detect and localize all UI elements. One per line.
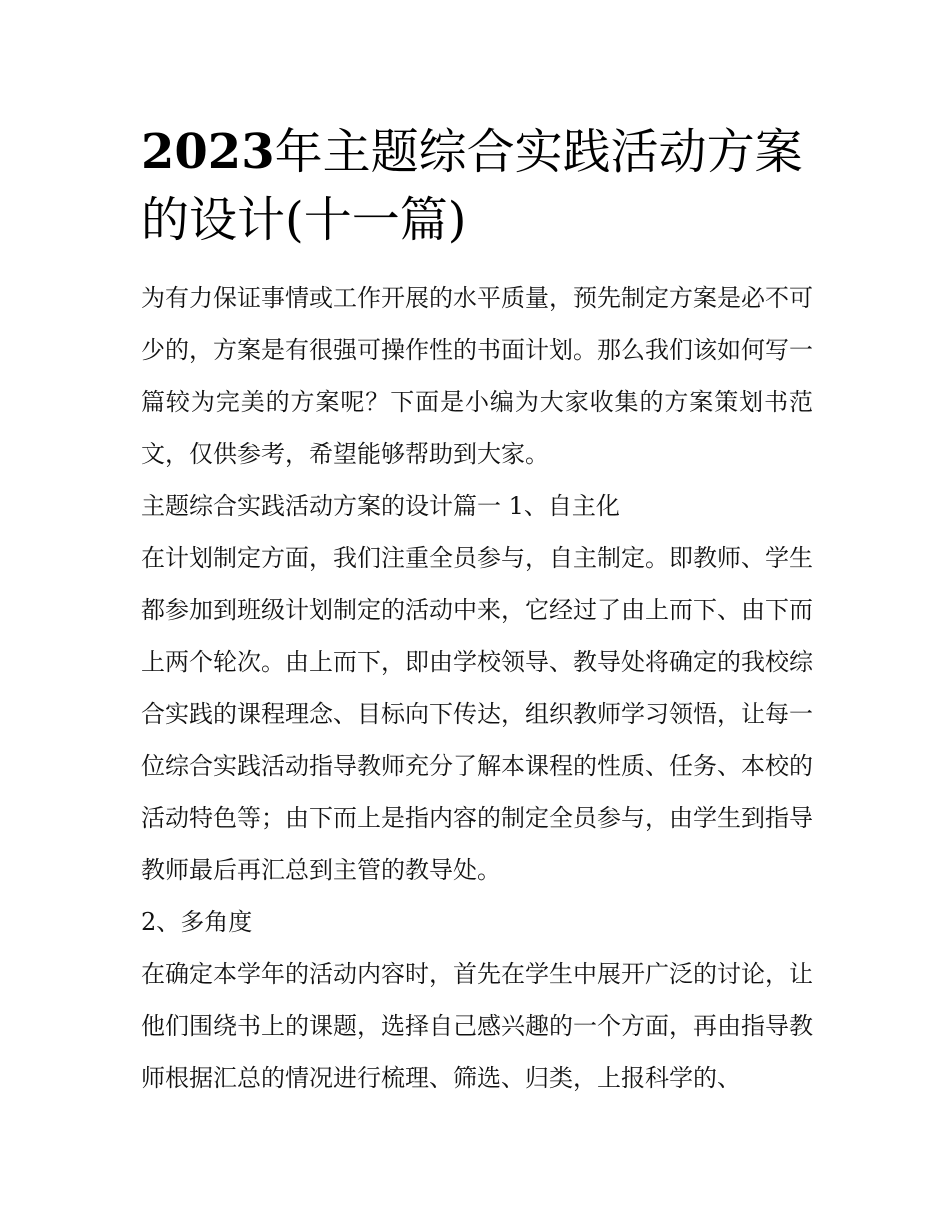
document-title bbox=[141, 118, 813, 254]
body-paragraph-2: 在确定本学年的活动内容时，首先在学生中展开广泛的讨论，让他们围绕书上的课题，选择自己感兴趣的一个方面，再由指导教师根据汇总的情况进行梳理、筛选、归类，上报科学的、 bbox=[141, 960, 813, 1092]
section-heading-1: 主题综合实践活动方案的设计篇一 1、自主化 bbox=[141, 492, 620, 520]
document-page bbox=[141, 118, 813, 1104]
title-year: 2023 bbox=[141, 124, 275, 180]
intro-paragraph: 为有力保证事情或工作开展的水平质量，预先制定方案是必不可少的，方案是有很强可操作性的书面计划。那么我们该如何写一篇较为完美的方案呢？下面是小编为大家收集的方案策划书范文，仅供参考，希望能够帮助到大家。 bbox=[141, 284, 813, 468]
document-body bbox=[141, 272, 813, 1104]
body-paragraph-1: 在计划制定方面，我们注重全员参与，自主制定。即教师、学生都参加到班级计划制定的活动中来，它经过了由上而下、由下而上两个轮次。由上而下，即由学校领导、教导处将确定的我校综合实践的课程理念、目标向下传达，组织教师学习领悟，让每一位综合实践活动指导教师充分了解本课程的性质、任务、本校的活动特色等；由下而上是指内容的制定全员参与，由学生到指导教师最后再汇总到主管的教导处。 bbox=[141, 544, 813, 884]
title-text: 年主题综合实践活动方案的设计(十一篇) bbox=[141, 124, 803, 248]
section-heading-2: 2、多角度 bbox=[141, 908, 253, 936]
